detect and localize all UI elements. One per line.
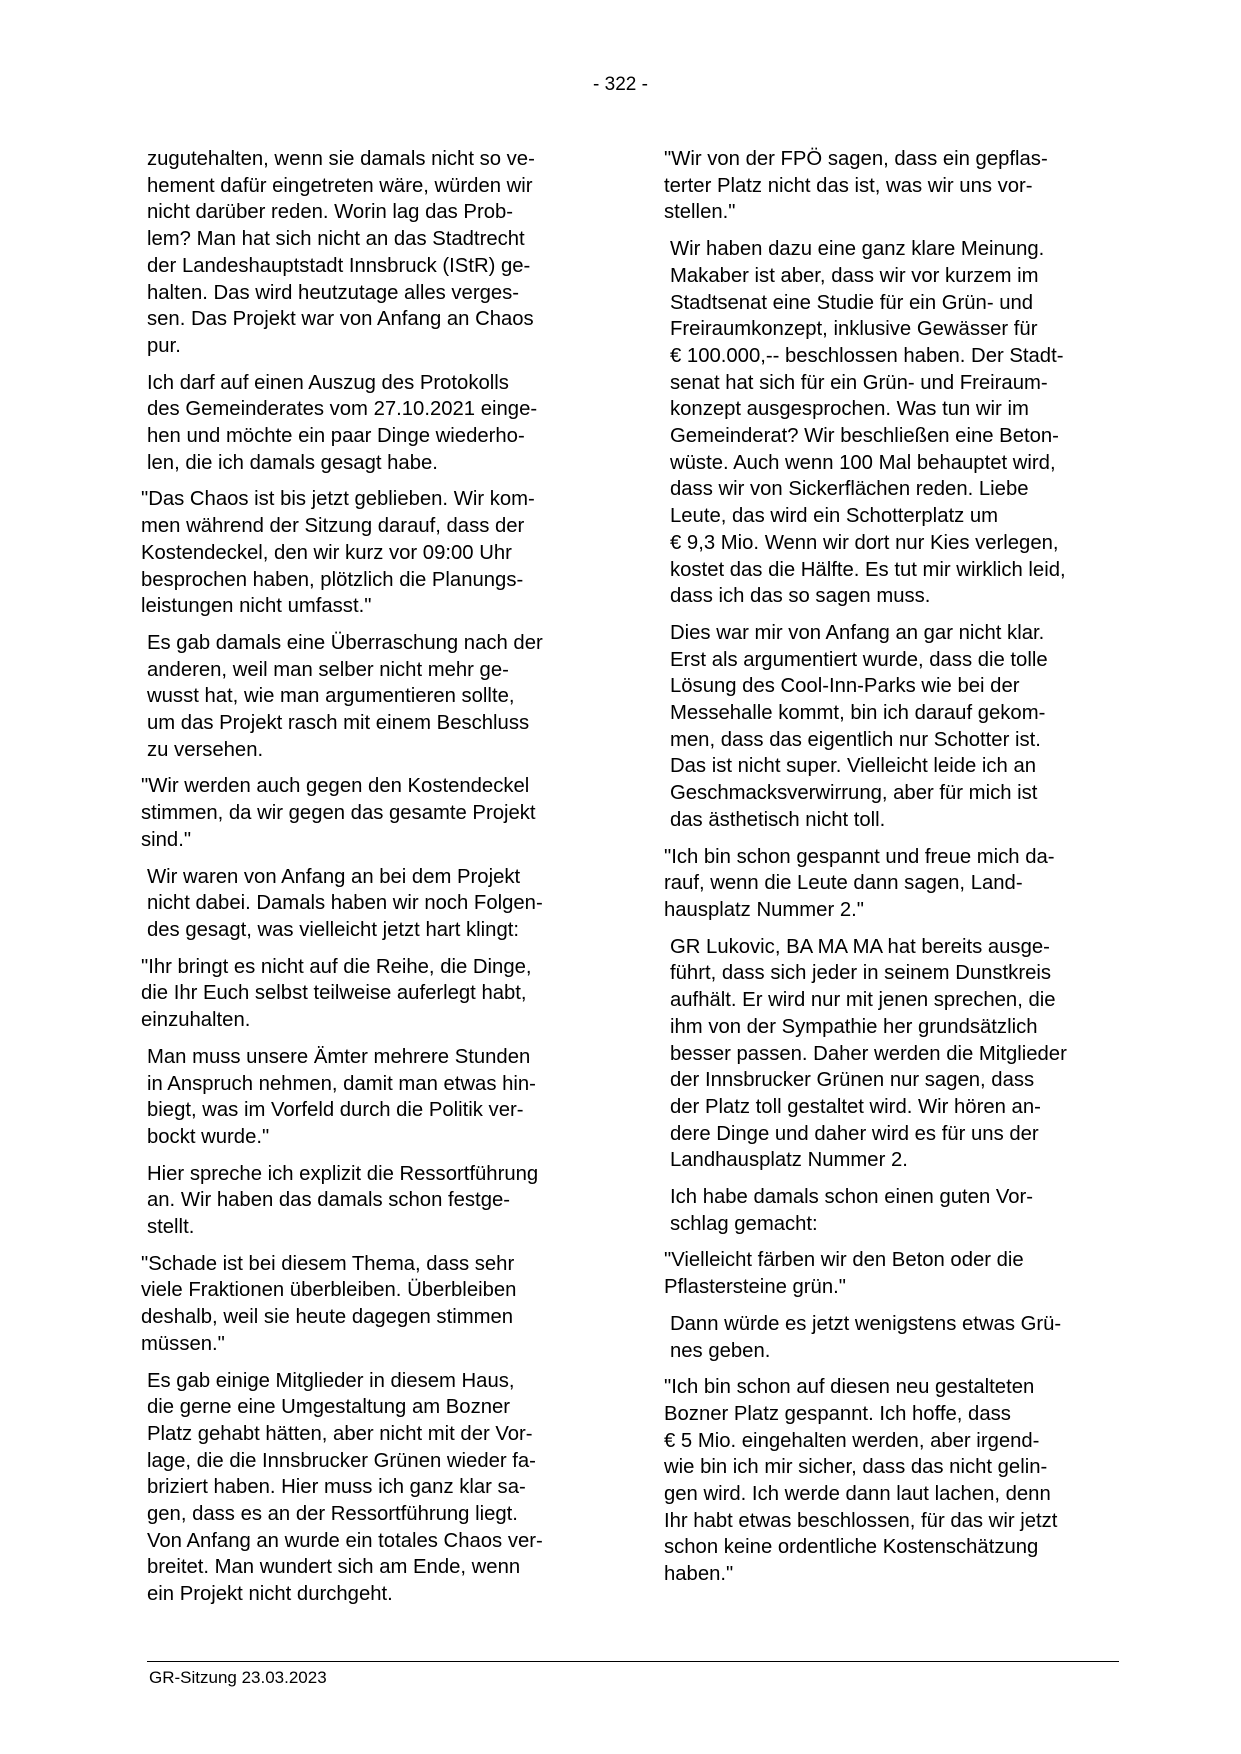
right-column: [658, 146, 1108, 1598]
paragraph: Man muss unsere Ämter mehrere Stunden in Anspruch nehmen, damit man etwas hin- biegt, was im Vorfeld durch die Politik ver- bockt wurde.": [147, 1045, 536, 1148]
paragraph: Wir waren von Anfang an bei dem Projekt nicht dabei. Damals haben wir noch Folgen- des gesagt, was vielleicht jetzt hart klingt:: [147, 865, 543, 941]
paragraph: Ich habe damals schon einen guten Vor- schlag gemacht:: [670, 1186, 1034, 1235]
quote-paragraph: "Vielleicht färben wir den Beton oder die Pflastersteine grün.": [664, 1249, 1024, 1299]
paragraph: Dann würde es jetzt wenigstens etwas Grü- nes geben.: [670, 1312, 1062, 1362]
quote-paragraph: "Schade ist bei diesem Thema, dass sehr viele Fraktionen überbleiben. Überbleiben deshalb, weil sie heute dagegen stimmen müssen.": [141, 1252, 517, 1355]
paragraph: Hier spreche ich explizit die Ressortführung an. Wir haben das damals schon festge- stellt.: [147, 1162, 539, 1239]
quote-paragraph: "Wir von der FPÖ sagen, dass ein gepflas- terter Platz nicht das ist, was wir uns vor- stellen.": [664, 148, 1048, 224]
paragraph: Es gab damals eine Überraschung nach der anderen, weil man selber nicht mehr ge- wusst hat, wie man argumentieren sollte, um das Projekt rasch mit einem Beschluss zu versehen.: [147, 631, 543, 761]
footer-session-date: GR-Sitzung 23.03.2023: [149, 1668, 327, 1687]
paragraph: Wir haben dazu eine ganz klare Meinung. Makaber ist aber, dass wir vor kurzem im Stadtsenat eine Studie für ein Grün- und Freiraumkonzept, inklusive Gewässer für € 100.000,-- beschlossen haben. Der Stadt- senat hat sich für ein Grün- und Freiraum- konzept ausgesprochen. Was tun wir im Gemeinderat? Wir beschließen eine Beton- wüste. Auch wenn 100 Mal behauptet wird, dass wir von Sickerflächen reden. Liebe Leute, das wird ein Schotterplatz um € 9,3 Mio. Wenn wir dort nur Kies verlegen, kostet das die Hälfte. Es tut mir wirklich leid, dass ich das so sagen muss.: [670, 238, 1066, 608]
paragraph: zugutehalten, wenn sie damals nicht so ve- hement dafür eingetreten wäre, würden wir nicht darüber reden. Worin lag das Prob- lem? Man hat sich nicht an das Stadtrecht der Landeshauptstadt Innsbruck (IStR) ge- halten. Das wird heutzutage alles verges- sen. Das Projekt war von Anfang an Chaos pur.: [147, 148, 535, 357]
page-number: - 322 -: [593, 74, 648, 95]
paragraph: GR Lukovic, BA MA MA hat bereits ausge- führt, dass sich jeder in seinem Dunstkreis aufhält. Er wird nur mit jenen sprechen, die ihm von der Sympathie her grundsätzlich besser passen. Daher werden die Mitglieder der Innsbrucker Grünen nur sagen, dass der Platz toll gestaltet wird. Wir hören an- dere Dinge und daher wird es für uns der Landhausplatz Nummer 2.: [670, 935, 1067, 1172]
quote-paragraph: "Ihr bringt es nicht auf die Reihe, die Dinge, die Ihr Euch selbst teilweise auferlegt habt, einzuhalten.: [141, 955, 532, 1032]
paragraph: Dies war mir von Anfang an gar nicht klar. Erst als argumentiert wurde, dass die tolle Lösung des Cool-Inn-Parks wie bei der Messehalle kommt, bin ich darauf gekom- men, dass das eigentlich nur Schotter ist. Das ist nicht super. Vielleicht leide ich an Geschmacksverwirrung, aber für mich ist das ästhetisch nicht toll.: [670, 621, 1048, 831]
quote-paragraph: "Ich bin schon auf diesen neu gestalteten Bozner Platz gespannt. Ich hoffe, dass € 5 Mio. eingehalten werden, aber irgend- wie bin ich mir sicher, dass das nicht gelin- gen wird. Ich werde dann laut lachen, denn Ihr habt etwas beschlossen, für das wir jetzt schon keine ordentliche Kostenschätzung haben.": [664, 1376, 1058, 1586]
quote-paragraph: "Ich bin schon gespannt und freue mich da- rauf, wenn die Leute dann sagen, Land- hausplatz Nummer 2.": [664, 845, 1055, 921]
quote-paragraph: "Das Chaos ist bis jetzt geblieben. Wir kom- men während der Sitzung darauf, dass der Kostendeckel, den wir kurz vor 09:00 Uhr besprochen haben, plötzlich die Planungs- leistungen nicht umfasst.": [141, 488, 535, 618]
paragraph: Es gab einige Mitglieder in diesem Haus, die gerne eine Umgestaltung am Bozner Platz gehabt hätten, aber nicht mit der Vor- lage, die die Innsbrucker Grünen wieder fa- briziert haben. Hier muss ich ganz klar sa- gen, dass es an der Ressortführung liegt. Von Anfang an wurde ein totales Chaos ver- breitet. Man wundert sich am Ende, wenn ein Projekt nicht durchgeht.: [147, 1369, 543, 1606]
paragraph: Ich darf auf einen Auszug des Protokolls des Gemeinderates vom 27.10.2021 einge- hen und möchte ein paar Dinge wiederho- len, die ich damals gesagt habe.: [147, 371, 538, 474]
left-column: [135, 146, 575, 1618]
quote-paragraph: "Wir werden auch gegen den Kostendeckel stimmen, da wir gegen das gesamte Projekt sind.": [141, 775, 536, 851]
footer-divider: [147, 1661, 1119, 1662]
